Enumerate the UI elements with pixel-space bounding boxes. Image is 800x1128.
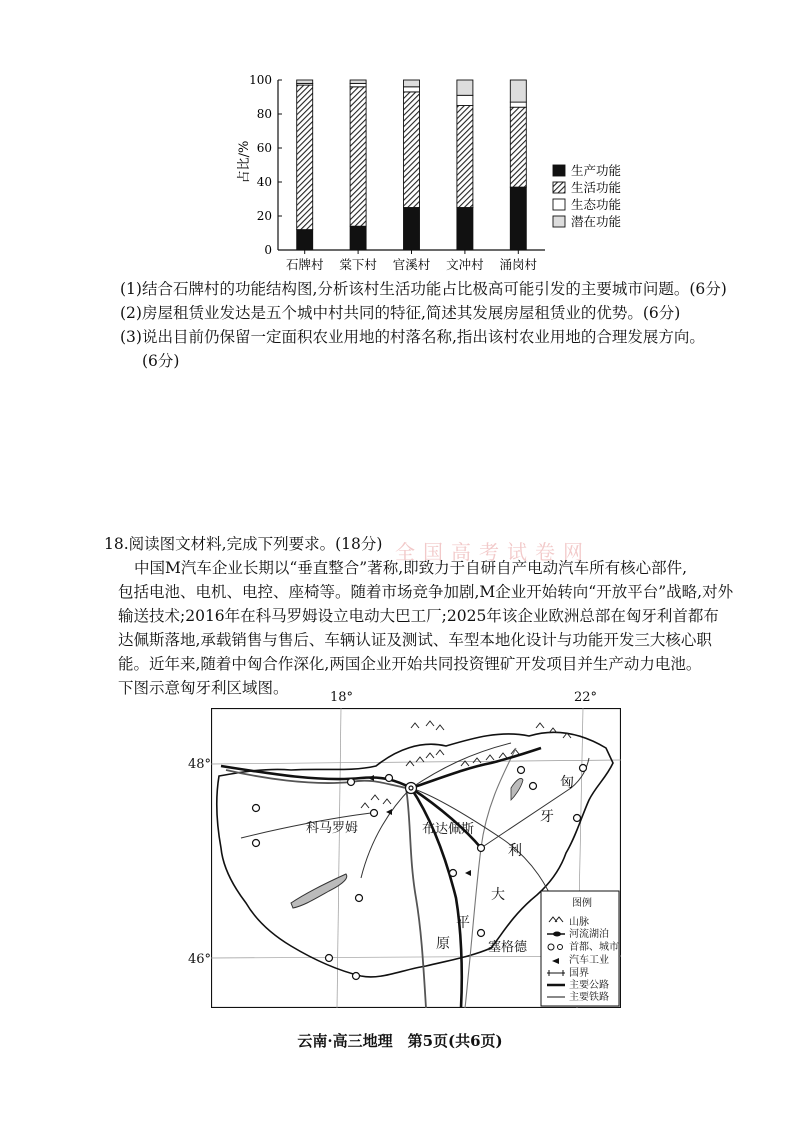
q18-paragraph xyxy=(118,556,758,700)
q18-title: 18.阅读图文材料,完成下列要求。(18分) xyxy=(104,535,383,553)
legend-swatch xyxy=(553,216,565,227)
bar-segment xyxy=(404,87,420,92)
map-frame xyxy=(211,708,621,1008)
legend-swatch xyxy=(553,182,565,193)
legend-label: 生产功能 xyxy=(571,163,622,178)
legend-swatch xyxy=(553,165,565,176)
label-budapest: 布达佩斯 xyxy=(422,822,475,837)
label-country-2: 牙 xyxy=(540,809,554,825)
bar-segment xyxy=(510,187,526,250)
legend-item-highway: 主要公路 xyxy=(569,980,609,991)
y-tick-label: 0 xyxy=(264,243,272,257)
x-tick-label: 石牌村 xyxy=(285,257,324,272)
x-tick-label: 官溪村 xyxy=(392,257,431,272)
bar-segment xyxy=(457,208,473,251)
bar-segment xyxy=(297,230,313,250)
lon-label-22: 22° xyxy=(574,690,598,705)
legend-item-auto: 汽车工业 xyxy=(569,955,609,966)
x-tick-label: 涌岗村 xyxy=(499,257,538,272)
y-tick-label: 40 xyxy=(256,175,272,189)
function-structure-chart xyxy=(230,62,650,277)
bar-segment xyxy=(457,95,473,105)
q17-part-3: (3)说出目前仍保留一定面积农业用地的村落名称,指出该村农业用地的合理发展方向。 xyxy=(120,328,705,346)
legend-item-border: 国界 xyxy=(569,968,589,979)
y-tick-label: 80 xyxy=(256,107,272,121)
q18-line-1: 中国M汽车企业长期以“垂直整合”著称,即致力于自研自产电动汽车所有核心部件, xyxy=(134,559,688,577)
lat-label-46: 46° xyxy=(188,952,212,967)
lon-label-18: 18° xyxy=(330,690,354,705)
q18-line-4: 达佩斯落地,承载销售与售后、车辆认证及测试、车型本地化设计与功能开发三大核心职 xyxy=(118,631,712,649)
bar-segment xyxy=(297,80,313,83)
bar-segment xyxy=(350,226,366,250)
bar-segment xyxy=(404,208,420,251)
legend-item-mountain: 山脉 xyxy=(569,917,589,928)
lat-label-48: 48° xyxy=(188,757,212,772)
x-tick-label: 文冲村 xyxy=(446,257,484,272)
label-komarom: 科马罗姆 xyxy=(306,821,359,836)
bar-segment xyxy=(510,107,526,187)
label-plain-2: 平 xyxy=(456,915,470,931)
bar-segment xyxy=(350,80,366,83)
y-axis-label: 占比/% xyxy=(237,140,252,184)
label-plain-1: 大 xyxy=(491,887,505,903)
legend-label: 潜在功能 xyxy=(571,214,622,229)
q18-line-6: 下图示意匈牙利区域图。 xyxy=(118,679,289,697)
bar-segment xyxy=(404,80,420,87)
legend-item-river: 河流湖泊 xyxy=(569,929,609,940)
bar-segment xyxy=(510,80,526,102)
legend-lake-icon xyxy=(553,932,561,937)
bar-segment xyxy=(404,92,420,208)
label-szeged: 塞格德 xyxy=(488,940,528,955)
watermark: 全国高考试卷网 xyxy=(395,540,591,564)
label-country-3: 利 xyxy=(508,843,522,859)
y-tick-label: 20 xyxy=(256,209,272,223)
legend-item-city: 首都、城市 xyxy=(569,942,619,953)
legend-label: 生态功能 xyxy=(571,197,622,212)
bar-segment xyxy=(297,85,313,230)
y-tick-label: 60 xyxy=(256,141,272,155)
q17-part-3-score: (6分) xyxy=(142,352,180,370)
bar-segment xyxy=(510,102,526,107)
map-legend-title: 图例 xyxy=(572,898,592,909)
bar-segment xyxy=(350,87,366,226)
q17-part-2: (2)房屋租赁业发达是五个城中村共同的特征,简述其发展房屋租赁业的优势。(6分) xyxy=(120,304,681,322)
bar-segment xyxy=(457,106,473,208)
y-tick-label: 100 xyxy=(249,73,272,87)
legend-swatch xyxy=(553,199,565,210)
q18-line-3: 输送技术;2016年在科马罗姆设立电动大巴工厂;2025年该企业欧洲总部在匈牙利首都布 xyxy=(118,607,719,625)
bar-segment xyxy=(350,83,366,86)
x-tick-label: 棠下村 xyxy=(339,257,377,272)
page-footer: 云南·高三地理 第5页(共6页) xyxy=(297,1032,503,1050)
q17-part-1: (1)结合石牌村的功能结构图,分析该村生活功能占比极高可能引发的主要城市问题。(6分) xyxy=(120,280,727,298)
legend-item-railway: 主要铁路 xyxy=(569,992,609,1003)
label-country-1: 匈 xyxy=(560,775,574,791)
hungary-map xyxy=(188,690,628,1015)
label-plain-3: 原 xyxy=(436,936,450,952)
legend-label: 生活功能 xyxy=(571,180,622,195)
q18-line-2: 包括电池、电机、电控、座椅等。随着市场竞争加剧,M企业开始转向“开放平台”战略,对外 xyxy=(118,583,734,601)
q18-line-5: 能。近年来,随着中匈合作深化,两国企业开始共同投资锂矿开发项目并生产动力电池。 xyxy=(118,655,702,673)
bar-segment xyxy=(457,80,473,95)
